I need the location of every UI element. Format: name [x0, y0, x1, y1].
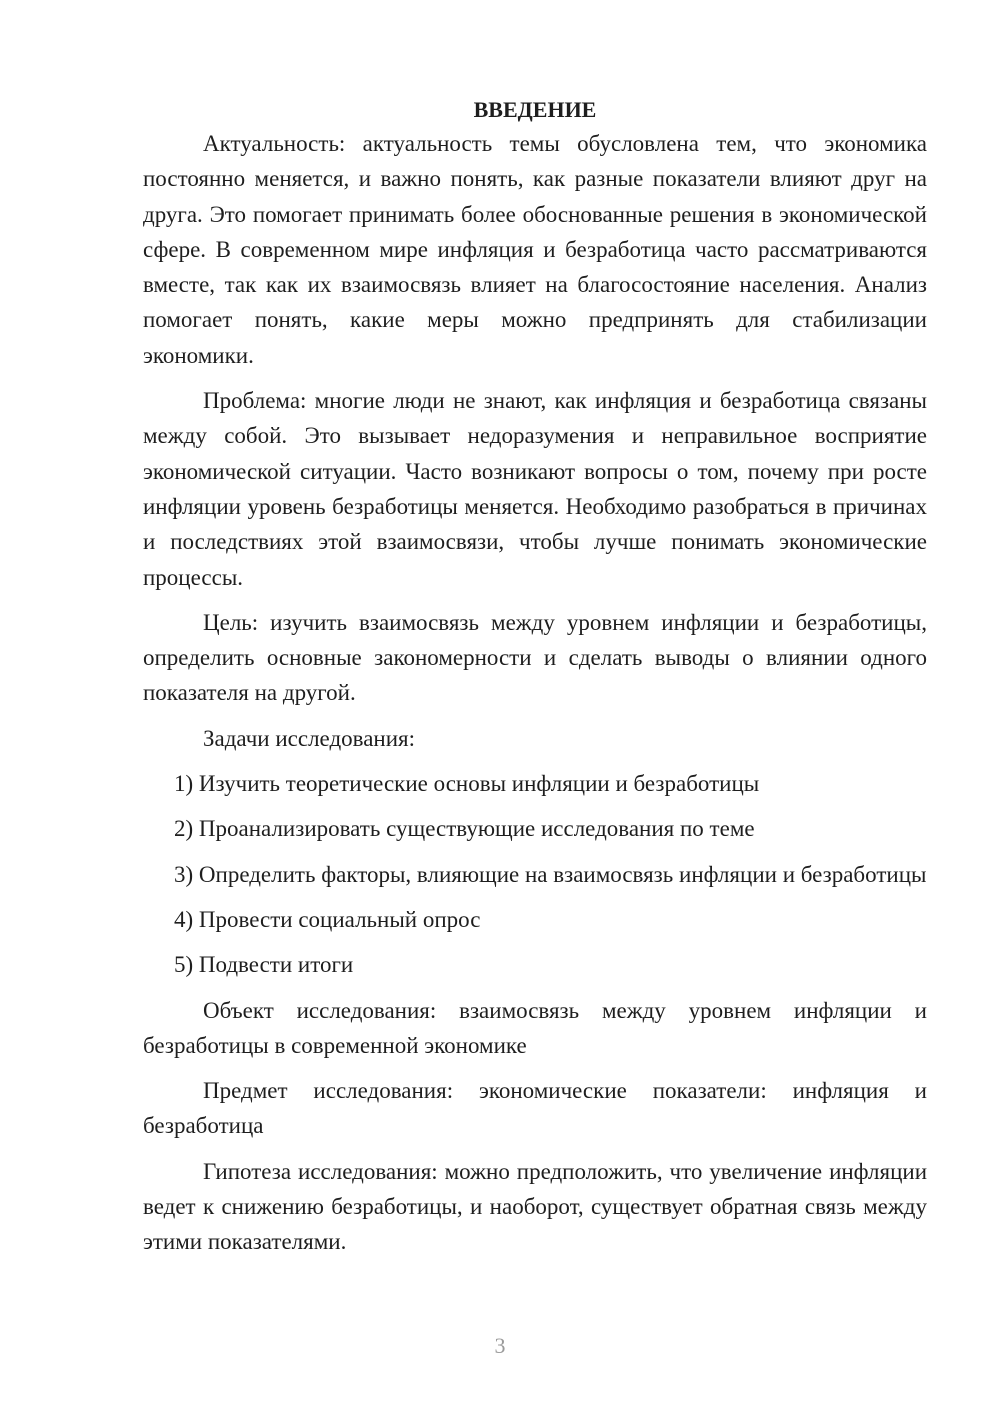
- list-item: 1) Изучить теоретические основы инфляции и безработицы: [174, 771, 760, 797]
- page-content: [143, 94, 927, 1260]
- list-item: 5) Подвести итоги: [174, 952, 354, 978]
- paragraph-object: Объект исследования: взаимосвязь между уровнем инфляции и безработицы в современной экономике: [143, 997, 927, 1058]
- paragraph-hypothesis: Гипотеза исследования: можно предположить, что увеличение инфляции ведет к снижению безработицы, и наоборот, существует обратная связь между этими показателями.: [143, 1158, 927, 1255]
- list-item: 3) Определить факторы, влияющие на взаимосвязь инфляции и безработицы: [174, 861, 927, 887]
- list-item: 2) Проанализировать существующие исследования по теме: [174, 816, 755, 842]
- tasks-heading: Задачи исследования:: [203, 725, 416, 751]
- list-item: 4) Провести социальный опрос: [174, 906, 481, 932]
- paragraph-relevance: Актуальность: актуальность темы обусловлена тем, что экономика постоянно меняется, и важно понять, как разные показатели влияют друг на друга. Это помогает принимать более обоснованные решения в экономической сфере. В современном мире инфляция и безработица часто рассматриваются вместе, так как их взаимосвязь влияет на благосостояние населения. Анализ помогает понять, какие меры можно предпринять для стабилизации экономики.: [143, 131, 927, 368]
- paragraph-problem: Проблема: многие люди не знают, как инфляция и безработица связаны между собой. Это вызывает недоразумения и неправильное восприятие экономической ситуации. Часто возникают вопросы о том, почему при росте инфляции уровень безработицы меняется. Необходимо разобраться в причинах и последствиях этой взаимосвязи, чтобы лучше понимать экономические процессы.: [143, 388, 927, 590]
- page-number: 3: [494, 1333, 506, 1358]
- paragraph-goal: Цель: изучить взаимосвязь между уровнем инфляции и безработицы, определить основные закономерности и сделать выводы о влиянии одного показателя на другой.: [143, 609, 927, 706]
- section-heading: ВВЕДЕНИЕ: [473, 97, 597, 122]
- paragraph-subject: Предмет исследования: экономические показатели: инфляция и безработица: [143, 1078, 927, 1139]
